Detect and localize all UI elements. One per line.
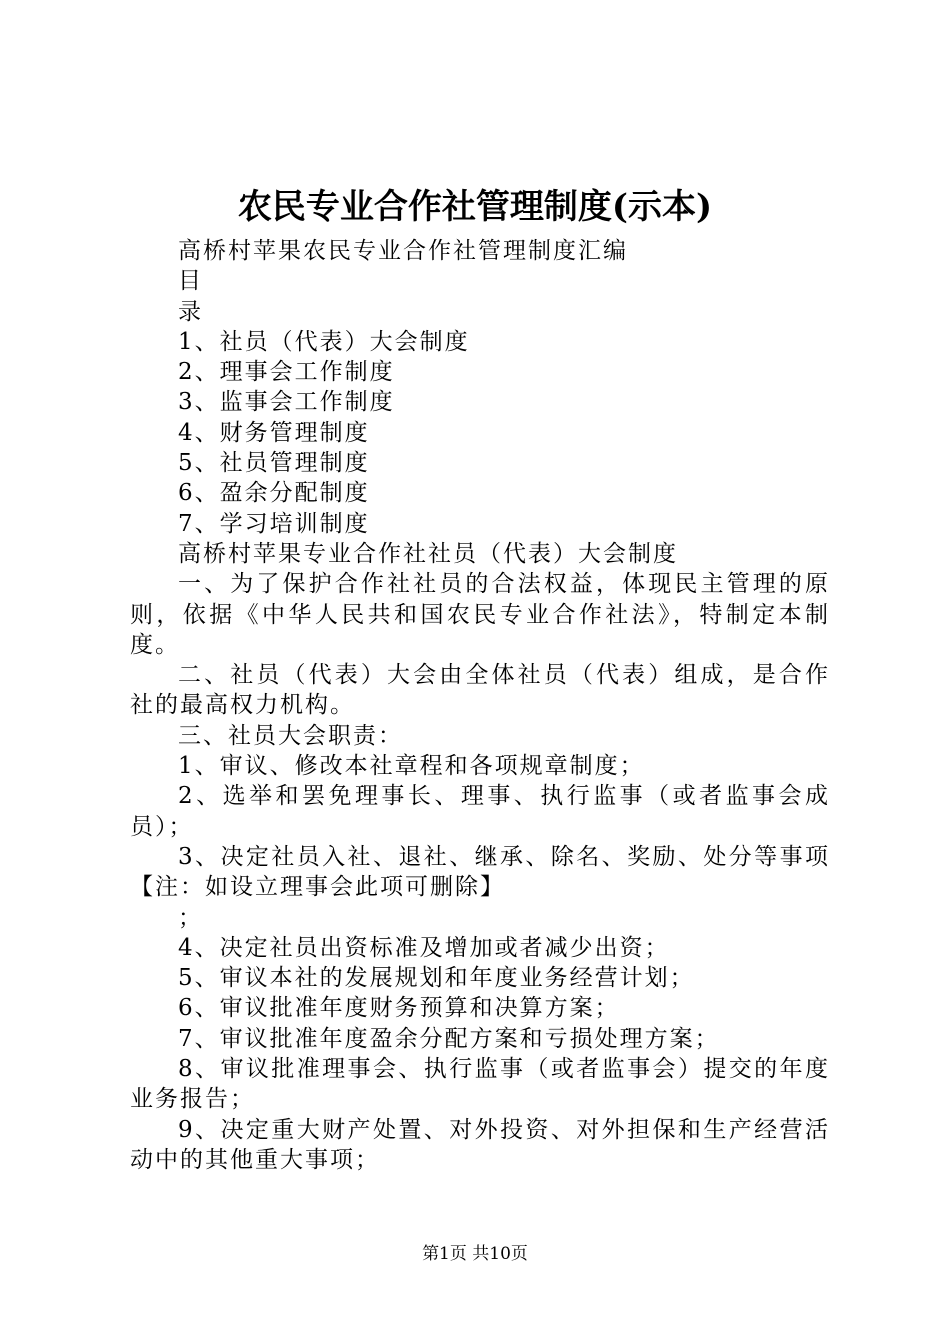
text-line: 1、审议、修改本社章程和各项规章制度； (178, 753, 645, 780)
text-line: 2、选举和罢免理事长、理事、执行监事（或者监事会成 (178, 783, 830, 810)
text-line: 8、审议批准理事会、执行监事（或者监事会）提交的年度 (178, 1056, 830, 1083)
text-line: 高桥村苹果农民专业合作社管理制度汇编 (178, 238, 628, 264)
text-line: ； (178, 904, 203, 931)
text-line: 员）； (130, 813, 194, 840)
text-line: 度。 (130, 631, 180, 658)
text-line: 录 (178, 298, 203, 325)
text-line: 5、审议本社的发展规划和年度业务经营计划； (178, 965, 695, 992)
text-line: 社的最高权力机构。 (130, 692, 355, 719)
text-line: 动中的其他重大事项； (130, 1146, 380, 1173)
text-line: 则，依据《中华人民共和国农民专业合作社法》，特制定本制 (130, 601, 830, 628)
text-line: 4、财务管理制度 (178, 419, 370, 446)
document-title: 农民专业合作社管理制度(示本) (237, 187, 713, 227)
text-line: 目 (178, 268, 203, 295)
text-line: 7、学习培训制度 (178, 510, 370, 537)
text-line: 一、为了保护合作社社员的合法权益，体现民主管理的原 (178, 571, 830, 598)
text-line: 3、决定社员入社、退社、继承、除名、奖励、处分等事项 (178, 843, 830, 870)
text-line: 三、社员大会职责： (178, 722, 403, 749)
page-footer: 第1页 共10页 (422, 1244, 528, 1264)
text-line: 3、监事会工作制度 (178, 389, 395, 416)
document-body (130, 236, 830, 1175)
text-line: 【注：如设立理事会此项可删除】 (130, 874, 505, 901)
text-line: 高桥村苹果专业合作社社员（代表）大会制度 (178, 540, 678, 567)
text-line: 业务报告； (130, 1086, 255, 1113)
text-line: 2、理事会工作制度 (178, 359, 395, 386)
text-line: 5、社员管理制度 (178, 450, 370, 477)
text-line: 6、审议批准年度财务预算和决算方案； (178, 995, 620, 1022)
text-line: 1、社员（代表）大会制度 (178, 328, 470, 355)
text-line: 二、社员（代表）大会由全体社员（代表）组成，是合作 (178, 662, 830, 689)
text-line: 7、审议批准年度盈余分配方案和亏损处理方案； (178, 1025, 720, 1052)
text-line: 6、盈余分配制度 (178, 480, 370, 507)
text-line: 9、决定重大财产处置、对外投资、对外担保和生产经营活 (178, 1116, 830, 1143)
text-line: 4、决定社员出资标准及增加或者减少出资； (178, 934, 670, 961)
